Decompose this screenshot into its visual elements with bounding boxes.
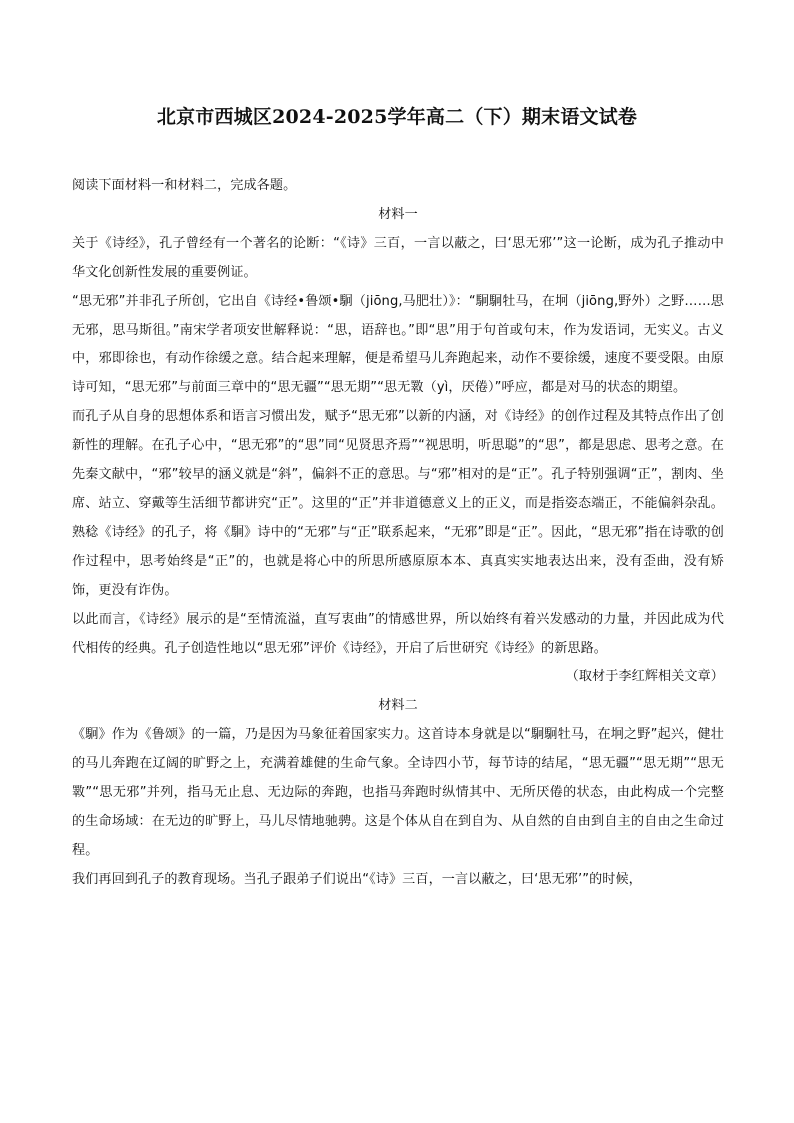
page-title: 北京市西城区2024-2025学年高二（下）期末语文试卷 [156, 106, 638, 128]
instruction-text: 阅读下面材料一和材料二，完成各题。 [72, 178, 297, 193]
material1-paragraph: 以此而言，《诗经》展示的是“至情流溢，直写衷曲”的情感世界，所以始终有着兴发感动的力量，并因此成为代代相传的经典。孔子创造性地以“思无邪”评价《诗经》，开启了后世研究《诗经》的新思路。 [72, 611, 724, 656]
material2-paragraph: 《駉》作为《鲁颂》的一篇，乃是因为马象征着国家实力。这首诗本身就是以“駉駉牡马，在坰之野”起兴，健壮的马儿奔跑在辽阔的旷野之上，充满着雄健的生命气象。全诗四小节，每节诗的结尾，“思无疆”“思无期”“思无斁”“思无邪”并列，指马无止息、无边际的奔跑，也指马奔跑时纵情其中、无所厌倦的状态，由此构成一个完整的生命场域：在无边的旷野上，马儿尽情地驰骋。这是个体从自在到自为、从自然的自由到自主的自由之生命过程。 [72, 727, 724, 858]
material1-paragraph: 关于《诗经》，孔子曾经有一个著名的论断：“《诗》三百，一言以蔽之，曰‘思无邪’”这一论断，成为孔子推动中华文化创新性发展的重要例证。 [72, 235, 724, 280]
material1-paragraph: “思无邪”并非孔子所创，它出自《诗经•鲁颂•駉（jiōng,马肥壮）》：“駉駉牡马，在坰（jiōng,野外）之野……思无邪，思马斯徂。”南宋学者项安世解释说：“思，语辞也。”即“思”用于句首或句末，作为发语词，无实义。古义中，邪即徐也，有动作徐缓之意。结合起来理解，便是希望马儿奔跑起来，动作不要徐缓，速度不要受限。由原诗可知，“思无邪”与前面三章中的“思无疆”“思无期”“思无斁（yì，厌倦）”呼应，都是对马的状态的期望。 [72, 293, 724, 396]
material2-heading: 材料二 [378, 698, 418, 714]
document-body [72, 172, 724, 895]
material1-heading: 材料一 [378, 206, 418, 222]
material1-source: （取材于李红辉相关文章） [565, 669, 724, 685]
material2-paragraph: 我们再回到孔子的教育现场。当孔子跟弟子们说出“《诗》三百，一言以蔽之，曰‘思无邪’”的时候， [72, 871, 642, 887]
material1-paragraph: 而孔子从自身的思想体系和语言习惯出发，赋予“思无邪”以新的内涵，对《诗经》的创作过程及其特点作出了创新性的理解。在孔子心中，“思无邪”的“思”同“见贤思齐焉”“视思明，听思聪”的“思”，都是思虑、思考之意。在先秦文献中，“邪”较早的涵义就是“斜”，偏斜不正的意思。与“邪”相对的是“正”。孔子特别强调“正”，割肉、坐席、站立、穿戴等生活细节都讲究“正”。这里的“正”并非道德意义上的正义，而是指姿态端正，不能偏斜杂乱。熟稔《诗经》的孔子，将《駉》诗中的“无邪”与“正”联系起来，“无邪”即是“正”。因此，“思无邪”指在诗歌的创作过程中，思考始终是“正”的，也就是将心中的所思所感原原本本、真真实实地表达出来，没有歪曲，没有矫饰，更没有诈伪。 [72, 409, 724, 598]
